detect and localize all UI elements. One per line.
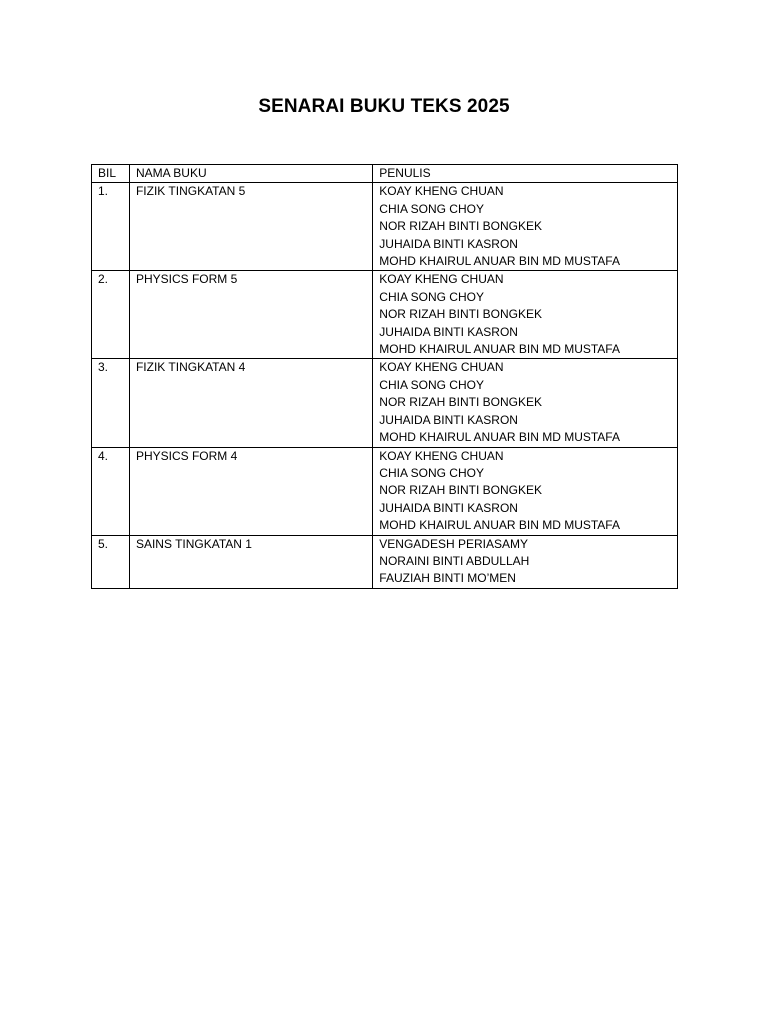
table-row xyxy=(92,271,678,359)
cell-bil: 1. xyxy=(92,183,130,271)
author-name: NOR RIZAH BINTI BONGKEK xyxy=(379,483,542,498)
author-name: MOHD KHAIRUL ANUAR BIN MD MUSTAFA xyxy=(379,342,620,357)
cell-nama-buku: PHYSICS FORM 4 xyxy=(129,447,372,535)
author-name: FAUZIAH BINTI MO’MEN xyxy=(379,571,516,586)
author-name: JUHAIDA BINTI KASRON xyxy=(379,500,518,515)
cell-bil: 2. xyxy=(92,271,130,359)
author-name: CHIA SONG CHOY xyxy=(379,201,484,216)
cell-penulis xyxy=(373,359,678,447)
author-name: NOR RIZAH BINTI BONGKEK xyxy=(379,395,542,410)
author-name: NOR RIZAH BINTI BONGKEK xyxy=(379,307,542,322)
page-title: SENARAI BUKU TEKS 2025 xyxy=(258,96,510,117)
author-name: CHIA SONG CHOY xyxy=(379,377,484,392)
author-name: JUHAIDA BINTI KASRON xyxy=(379,412,518,427)
cell-nama-buku: PHYSICS FORM 5 xyxy=(129,271,372,359)
cell-nama-buku: SAINS TINGKATAN 1 xyxy=(129,535,372,588)
cell-penulis xyxy=(373,183,678,271)
cell-bil: 3. xyxy=(92,359,130,447)
table-row xyxy=(92,359,678,447)
cell-penulis xyxy=(373,535,678,588)
author-name: CHIA SONG CHOY xyxy=(379,289,484,304)
author-name: KOAY KHENG CHUAN xyxy=(379,184,504,199)
author-name: NORAINI BINTI ABDULLAH xyxy=(379,553,530,568)
author-name: VENGADESH PERIASAMY xyxy=(379,536,528,551)
cell-penulis xyxy=(373,271,678,359)
author-name: JUHAIDA BINTI KASRON xyxy=(379,236,518,251)
author-name: JUHAIDA BINTI KASRON xyxy=(379,324,518,339)
author-name: MOHD KHAIRUL ANUAR BIN MD MUSTAFA xyxy=(379,430,620,445)
header-penulis: PENULIS xyxy=(373,165,678,183)
header-bil: BIL xyxy=(92,165,130,183)
cell-penulis xyxy=(373,447,678,535)
cell-nama-buku: FIZIK TINGKATAN 4 xyxy=(129,359,372,447)
author-name: MOHD KHAIRUL ANUAR BIN MD MUSTAFA xyxy=(379,254,620,269)
textbook-table xyxy=(91,164,678,589)
cell-nama-buku: FIZIK TINGKATAN 5 xyxy=(129,183,372,271)
cell-bil: 5. xyxy=(92,535,130,588)
author-name: NOR RIZAH BINTI BONGKEK xyxy=(379,219,542,234)
author-name: KOAY KHENG CHUAN xyxy=(379,360,504,375)
author-name: KOAY KHENG CHUAN xyxy=(379,272,504,287)
table-body xyxy=(92,183,678,588)
table-row xyxy=(92,447,678,535)
author-name: MOHD KHAIRUL ANUAR BIN MD MUSTAFA xyxy=(379,518,620,533)
author-name: CHIA SONG CHOY xyxy=(379,465,484,480)
table-header-row xyxy=(92,165,678,183)
author-name: KOAY KHENG CHUAN xyxy=(379,448,504,463)
table-row xyxy=(92,183,678,271)
cell-bil: 4. xyxy=(92,447,130,535)
table-row xyxy=(92,535,678,588)
header-nama-buku: NAMA BUKU xyxy=(129,165,372,183)
